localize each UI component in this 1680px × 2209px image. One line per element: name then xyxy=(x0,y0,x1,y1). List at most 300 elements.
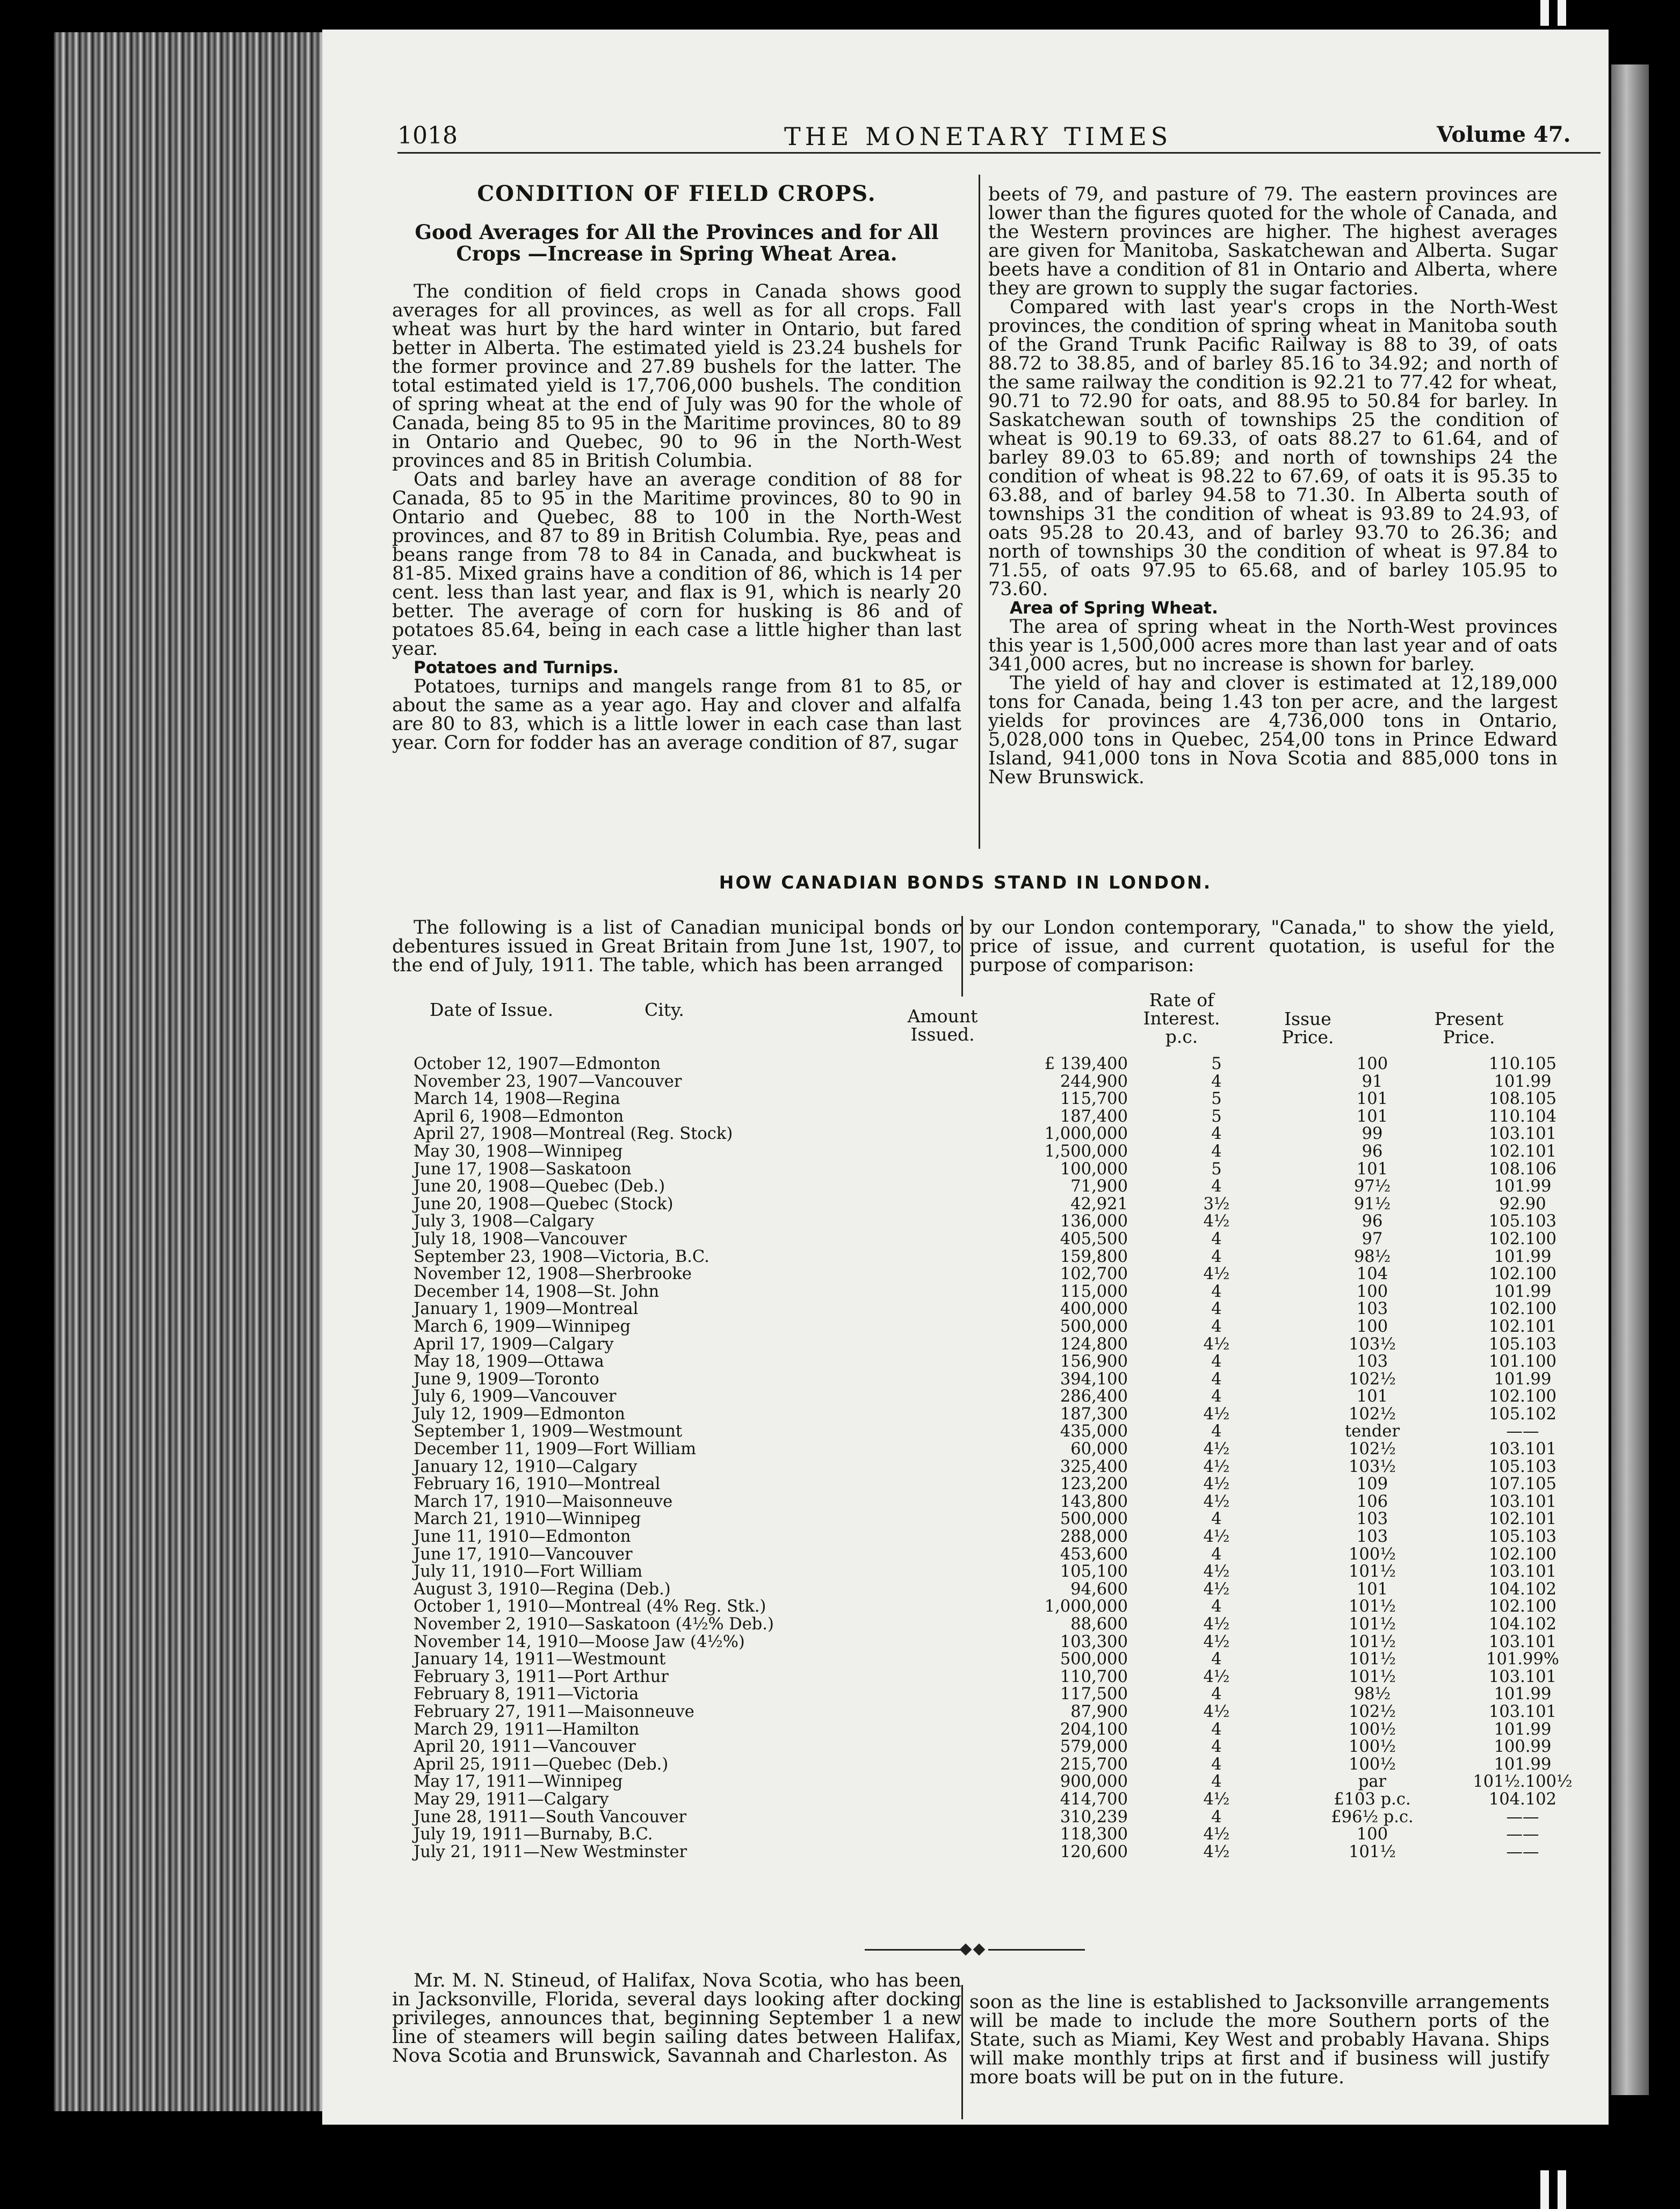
bond-date: October 1, 1910—Montreal (4% Reg. Stk.) xyxy=(414,1597,766,1616)
bonds-intro-right xyxy=(969,919,1555,975)
bond-present-price: 102.101 xyxy=(1488,1510,1557,1529)
bond-issue-price: 101½ xyxy=(1349,1842,1396,1861)
ornament-diamond xyxy=(960,1944,972,1956)
bond-issue-price: 104 xyxy=(1356,1265,1388,1284)
bond-rate: 4 xyxy=(1211,1300,1222,1319)
bond-date: November 2, 1910—Saskatoon (4½% Deb.) xyxy=(414,1615,774,1634)
bond-rate: 4 xyxy=(1211,1807,1222,1827)
bond-present-price: 102.100 xyxy=(1488,1597,1557,1616)
bond-present-price: 105.103 xyxy=(1488,1527,1557,1547)
table-row xyxy=(414,1511,1606,1528)
bond-date: December 14, 1908—St. John xyxy=(414,1282,660,1301)
bond-issue-price: 102½ xyxy=(1349,1404,1396,1424)
bond-date: April 25, 1911—Quebec (Deb.) xyxy=(414,1755,669,1774)
bond-date: July 3, 1908—Calgary xyxy=(414,1212,595,1231)
bond-date: January 12, 1910—Calgary xyxy=(414,1457,638,1476)
bond-present-price: 103.101 xyxy=(1488,1124,1557,1144)
bond-rate: 4 xyxy=(1211,1720,1222,1739)
table-row xyxy=(414,1773,1606,1791)
bond-present-price: —— xyxy=(1506,1807,1539,1827)
bond-issue-price: 100 xyxy=(1356,1317,1388,1336)
table-row xyxy=(414,1423,1606,1441)
bond-date: September 1, 1909—Westmount xyxy=(414,1422,683,1441)
bond-present-price: 104.102 xyxy=(1488,1615,1557,1634)
bond-present-price: —— xyxy=(1506,1842,1539,1861)
bond-present-price: 101.99 xyxy=(1494,1720,1552,1739)
bond-date: July 12, 1909—Edmonton xyxy=(414,1404,625,1424)
bond-issue-price: 102½ xyxy=(1349,1440,1396,1459)
table-row xyxy=(414,1406,1606,1424)
bond-amount: 405,500 xyxy=(1060,1229,1128,1248)
ornament-rule xyxy=(865,1949,961,1951)
table-row xyxy=(414,1809,1606,1827)
table-row xyxy=(414,1493,1606,1511)
bond-date: November 12, 1908—Sherbrooke xyxy=(414,1265,692,1284)
bond-date: June 20, 1908—Quebec (Stock) xyxy=(414,1194,674,1214)
bond-rate: 4½ xyxy=(1203,1579,1230,1599)
header-rate: Rate of Interest. p.c. xyxy=(1143,990,1220,1047)
bond-rate: 5 xyxy=(1211,1159,1222,1179)
bond-rate: 4 xyxy=(1211,1369,1222,1389)
bond-issue-price: 98½ xyxy=(1353,1247,1391,1266)
table-row xyxy=(414,1231,1606,1248)
header-rule xyxy=(397,152,1601,154)
table-row xyxy=(414,1546,1606,1564)
bond-rate: 4½ xyxy=(1203,1527,1230,1547)
bond-amount: 103,300 xyxy=(1060,1632,1128,1651)
table-row xyxy=(414,1686,1606,1703)
bond-issue-price: 101 xyxy=(1356,1159,1388,1179)
table-row xyxy=(414,1125,1606,1143)
bond-amount: 118,300 xyxy=(1060,1825,1128,1844)
table-row xyxy=(414,1318,1606,1336)
bond-amount: 400,000 xyxy=(1060,1300,1128,1319)
bond-present-price: —— xyxy=(1506,1422,1539,1441)
crops-paragraph: The condition of field crops in Canada shows good averages for all provinces, as well as for all crops. Fall wheat was hurt by the hard winter in Ontario, but fared better in Alberta. The estimated yield is 23.24 bushels for the former province and 27.89 bushels for the latter. The total estimated yield is 17,706,000 bushels. The condition of spring wheat at the end of July was 90 for the whole of Canada, being 85 to 95 in the Maritime provinces, 80 to 89 in Ontario and Quebec, 90 to 96 in the North-West provinces and 85 in British Columbia. xyxy=(392,281,961,472)
table-row xyxy=(414,1634,1606,1651)
bond-date: March 14, 1908—Regina xyxy=(414,1089,620,1109)
bond-issue-price: 100 xyxy=(1356,1825,1388,1844)
header-city: City. xyxy=(645,999,684,1020)
bond-present-price: 108.105 xyxy=(1488,1089,1557,1109)
crops-left-column xyxy=(392,181,961,754)
bond-issue-price: 101½ xyxy=(1349,1615,1396,1634)
bond-rate: 4 xyxy=(1211,1772,1222,1792)
table-row xyxy=(414,1598,1606,1616)
bond-rate: 4½ xyxy=(1203,1702,1230,1721)
bond-rate: 4 xyxy=(1211,1650,1222,1669)
bond-date: May 18, 1909—Ottawa xyxy=(414,1352,604,1371)
potatoes-heading: Potatoes and Turnips. xyxy=(414,658,619,677)
bond-present-price: 104.102 xyxy=(1488,1789,1557,1809)
bond-date: December 11, 1909—Fort William xyxy=(414,1440,697,1459)
table-row xyxy=(414,1213,1606,1231)
volume-label: Volume 47. xyxy=(1437,122,1571,147)
bond-present-price: 102.100 xyxy=(1488,1265,1557,1284)
table-row xyxy=(414,1371,1606,1389)
bond-date: July 21, 1911—New Westminster xyxy=(414,1842,687,1861)
bond-present-price: 101.100 xyxy=(1488,1352,1557,1371)
bond-amount: 204,100 xyxy=(1060,1720,1128,1739)
bond-issue-price: 101 xyxy=(1356,1579,1388,1599)
table-row xyxy=(414,1581,1606,1599)
bond-rate: 4½ xyxy=(1203,1842,1230,1861)
bond-present-price: 101.99 xyxy=(1494,1755,1552,1774)
bond-issue-price: 102½ xyxy=(1349,1702,1396,1721)
bond-rate: 4 xyxy=(1211,1685,1222,1704)
table-row xyxy=(414,1196,1606,1214)
crops-paragraph: Compared with last year's crops in the North-West provinces, the condition of spring wheat in Manitoba south of the Grand Trunk Pacific Railway is 88 to 39, of oats 88.72 to 38.85, and of barley 85.16 to 34.92; and north of the same railway the condition is 92.21 to 77.42 for wheat, 90.71 to 72.90 for oats, and 88.95 to 50.84 for barley. In Saskatchewan south of townships 25 the condition of wheat is 90.19 to 69.33, of oats 88.27 to 61.64, and of barley 89.03 to 65.89; and north of townships 24 the condition of wheat is 98.22 to 67.69, of oats it is 95.35 to 63.88, and of barley 94.58 to 71.30. In Alberta south of townships 31 the condition of wheat is 93.89 to 24.93, of oats 95.28 to 20.43, and of barley 93.70 to 26.36; and north of townships 30 the condition of wheat is 97.84 to 71.55, of oats 97.95 to 65.68, and of barley 105.95 to 73.60. xyxy=(988,297,1558,600)
bond-issue-price: 103½ xyxy=(1349,1334,1396,1354)
bonds-table xyxy=(414,1056,1606,1861)
bond-amount: 187,300 xyxy=(1060,1404,1128,1424)
bond-rate: 4½ xyxy=(1203,1615,1230,1634)
bond-amount: 414,700 xyxy=(1060,1789,1128,1809)
bond-present-price: 103.101 xyxy=(1488,1667,1557,1686)
bond-issue-price: 97½ xyxy=(1353,1177,1391,1196)
bond-rate: 4 xyxy=(1211,1422,1222,1441)
bond-amount: 110,700 xyxy=(1060,1667,1128,1686)
crops-paragraph: The area of spring wheat in the North-West provinces this year is 1,500,000 acres more than last year and of oats 341,000 acres, but no increase is shown for barley. xyxy=(988,616,1558,675)
bond-present-price: 103.101 xyxy=(1488,1702,1557,1721)
bond-issue-price: 100 xyxy=(1356,1055,1388,1073)
bond-amount: 117,500 xyxy=(1060,1685,1128,1704)
crops-right-column xyxy=(988,185,1558,787)
bond-amount: 87,900 xyxy=(1070,1702,1128,1721)
bond-issue-price: 100 xyxy=(1356,1282,1388,1301)
table-row xyxy=(414,1703,1606,1721)
header-date: Date of Issue. xyxy=(430,999,554,1020)
bond-date: June 20, 1908—Quebec (Deb.) xyxy=(414,1177,665,1196)
bond-present-price: 108.106 xyxy=(1488,1159,1557,1179)
bond-issue-price: 103 xyxy=(1356,1300,1388,1319)
bond-issue-price: 101 xyxy=(1356,1387,1388,1406)
bond-date: March 17, 1910—Maisonneuve xyxy=(414,1492,673,1511)
table-row xyxy=(414,1476,1606,1493)
bond-date: November 23, 1907—Vancouver xyxy=(414,1072,682,1091)
crops-title: CONDITION OF FIELD CROPS. xyxy=(477,181,877,206)
bond-amount: 453,600 xyxy=(1060,1544,1128,1564)
bond-rate: 5 xyxy=(1211,1089,1222,1109)
bond-date: October 12, 1907—Edmonton xyxy=(414,1055,661,1073)
table-row xyxy=(414,1528,1606,1546)
bond-amount: 100,000 xyxy=(1060,1159,1128,1179)
bond-present-price: 101.99 xyxy=(1494,1282,1552,1301)
spring-wheat-heading: Area of Spring Wheat. xyxy=(1010,598,1218,618)
bond-amount: 1,500,000 xyxy=(1044,1142,1128,1161)
bond-present-price: 102.100 xyxy=(1488,1229,1557,1248)
bond-issue-price: 101 xyxy=(1356,1107,1388,1126)
bond-date: January 14, 1911—Westmount xyxy=(414,1650,666,1669)
bond-amount: 500,000 xyxy=(1060,1650,1128,1669)
bond-rate: 4 xyxy=(1211,1072,1222,1091)
bond-rate: 4 xyxy=(1211,1317,1222,1336)
bond-issue-price: £96½ p.c. xyxy=(1331,1807,1414,1827)
bond-amount: 143,800 xyxy=(1060,1492,1128,1511)
bonds-intro-text: by our London contemporary, "Canada," to show the yield, price of issue, and current quotation, is useful for the purpose of comparison: xyxy=(969,917,1555,976)
bond-amount: 124,800 xyxy=(1060,1334,1128,1354)
table-row xyxy=(414,1756,1606,1774)
bond-present-price: 101.99% xyxy=(1486,1650,1559,1669)
bond-rate: 5 xyxy=(1211,1107,1222,1126)
bond-date: June 17, 1908—Saskatoon xyxy=(414,1159,632,1179)
bond-present-price: 92.90 xyxy=(1499,1194,1546,1214)
header-present-price: Present Price. xyxy=(1434,1008,1504,1048)
table-row xyxy=(414,1056,1606,1073)
crops-paragraph: Oats and barley have an average condition of 88 for Canada, 85 to 95 in the Maritime provinces, 80 to 90 in Ontario and Quebec, 88 to 100 in the North-West provinces, and 87 to 89 in British Columbia. Rye, peas and beans range from 78 to 84 in Canada, and buckwheat is 81-85. Mixed grains have a condition of 86, which is 14 per cent. less than last year, and flax is 91, which is nearly 20 better. The average of corn for husking is 86 and of potatoes 85.64, being in each case a little higher than last year. xyxy=(392,469,961,660)
table-row xyxy=(414,1301,1606,1318)
table-row xyxy=(414,1738,1606,1756)
bond-date: February 8, 1911—Victoria xyxy=(414,1685,639,1704)
table-row xyxy=(414,1459,1606,1476)
bond-present-price: 103.101 xyxy=(1488,1632,1557,1651)
table-row xyxy=(414,1073,1606,1091)
bond-issue-price: £103 p.c. xyxy=(1334,1789,1411,1809)
bond-rate: 4½ xyxy=(1203,1632,1230,1651)
bond-date: March 6, 1909—Winnipeg xyxy=(414,1317,631,1336)
bond-issue-price: 100½ xyxy=(1349,1755,1396,1774)
bond-amount: 187,400 xyxy=(1060,1107,1128,1126)
bond-amount: 60,000 xyxy=(1070,1440,1128,1459)
film-mark xyxy=(1540,2170,1549,2209)
bond-rate: 4 xyxy=(1211,1352,1222,1371)
bond-date: April 17, 1909—Calgary xyxy=(414,1334,614,1354)
bond-rate: 4½ xyxy=(1203,1265,1230,1284)
bond-amount: 500,000 xyxy=(1060,1317,1128,1336)
bond-amount: 94,600 xyxy=(1070,1579,1128,1599)
bond-amount: 310,239 xyxy=(1060,1807,1128,1827)
publication-title: THE MONETARY TIMES xyxy=(784,122,1172,151)
bond-date: June 11, 1910—Edmonton xyxy=(414,1527,631,1547)
bond-rate: 4 xyxy=(1211,1597,1222,1616)
table-row xyxy=(414,1616,1606,1634)
bond-issue-price: 100½ xyxy=(1349,1720,1396,1739)
bond-issue-price: 101½ xyxy=(1349,1562,1396,1582)
bond-rate: 4½ xyxy=(1203,1440,1230,1459)
bond-present-price: 101.99 xyxy=(1494,1177,1552,1196)
book-right-edge xyxy=(1611,64,1649,2095)
bond-present-price: 102.100 xyxy=(1488,1300,1557,1319)
ornament-diamond xyxy=(973,1944,986,1956)
bond-date: August 3, 1910—Regina (Deb.) xyxy=(414,1579,671,1599)
bond-rate: 4½ xyxy=(1203,1789,1230,1809)
bond-present-price: 105.102 xyxy=(1488,1404,1557,1424)
bond-rate: 4 xyxy=(1211,1229,1222,1248)
ornament-rule xyxy=(988,1949,1085,1951)
bond-rate: 4 xyxy=(1211,1755,1222,1774)
magazine-page xyxy=(322,30,1609,2125)
bond-issue-price: 91 xyxy=(1362,1072,1383,1091)
crops-paragraph: beets of 79, and pasture of 79. The eastern provinces are lower than the figures quoted for the whole of Canada, and the Western provinces are higher. The highest averages are given for Manitoba, Saskatchewan and Alberta. Sugar beets have a condition of 81 in Ontario and Alberta, where they are grown to supply the sugar factories. xyxy=(988,184,1558,299)
bond-rate: 4½ xyxy=(1203,1825,1230,1844)
bond-amount: 1,000,000 xyxy=(1044,1124,1128,1144)
bond-present-price: 103.101 xyxy=(1488,1562,1557,1582)
header-issue-price: Issue Price. xyxy=(1281,1008,1334,1048)
bond-date: January 1, 1909—Montreal xyxy=(414,1300,639,1319)
bond-date: July 18, 1908—Vancouver xyxy=(414,1229,627,1248)
table-row xyxy=(414,1248,1606,1266)
table-row xyxy=(414,1178,1606,1196)
bond-amount: 105,100 xyxy=(1060,1562,1128,1582)
table-row xyxy=(414,1651,1606,1669)
bond-rate: 4½ xyxy=(1203,1404,1230,1424)
bond-issue-price: 103 xyxy=(1356,1352,1388,1371)
bond-amount: 900,000 xyxy=(1060,1772,1128,1792)
bond-rate: 4 xyxy=(1211,1544,1222,1564)
bond-date: May 30, 1908—Winnipeg xyxy=(414,1142,623,1161)
bond-amount: 120,600 xyxy=(1060,1842,1128,1861)
bond-date: April 20, 1911—Vancouver xyxy=(414,1737,636,1757)
bond-amount: 435,000 xyxy=(1060,1422,1128,1441)
bond-rate: 4 xyxy=(1211,1282,1222,1301)
bond-present-price: 101.99 xyxy=(1494,1369,1552,1389)
header-amount: Amount Issued. xyxy=(907,1006,978,1045)
table-row xyxy=(414,1108,1606,1126)
bond-amount: £ 139,400 xyxy=(1044,1055,1128,1073)
bond-date: March 21, 1910—Winnipeg xyxy=(414,1510,641,1529)
bond-present-price: 110.105 xyxy=(1488,1055,1557,1073)
bond-amount: 159,800 xyxy=(1060,1247,1128,1266)
bond-rate: 4 xyxy=(1211,1177,1222,1196)
table-row xyxy=(414,1161,1606,1179)
bond-rate: 4½ xyxy=(1203,1667,1230,1686)
bond-rate: 4½ xyxy=(1203,1334,1230,1354)
bond-amount: 500,000 xyxy=(1060,1510,1128,1529)
bond-issue-price: tender xyxy=(1344,1422,1400,1441)
bond-present-price: 105.103 xyxy=(1488,1457,1557,1476)
bond-amount: 123,200 xyxy=(1060,1475,1128,1494)
bond-issue-price: 101½ xyxy=(1349,1650,1396,1669)
bonds-intro-text: The following is a list of Canadian municipal bonds or debentures issued in Great Britain from June 1st, 1907, to the end of July, 1911. The table, which has been arranged xyxy=(392,917,961,976)
bonds-intro-left xyxy=(392,919,961,975)
table-row xyxy=(414,1353,1606,1371)
bond-date: March 29, 1911—Hamilton xyxy=(414,1720,640,1739)
bond-date: June 17, 1910—Vancouver xyxy=(414,1544,633,1564)
table-row xyxy=(414,1441,1606,1459)
bond-amount: 394,100 xyxy=(1060,1369,1128,1389)
bond-issue-price: 97 xyxy=(1362,1229,1383,1248)
table-row xyxy=(414,1336,1606,1354)
bond-rate: 4 xyxy=(1211,1124,1222,1144)
stineud-left xyxy=(392,1972,961,2066)
bond-present-price: 102.101 xyxy=(1488,1142,1557,1161)
bond-present-price: 102.100 xyxy=(1488,1387,1557,1406)
stineud-right xyxy=(969,1993,1549,2087)
bond-issue-price: 103½ xyxy=(1349,1457,1396,1476)
table-row xyxy=(414,1563,1606,1581)
bond-issue-price: 100½ xyxy=(1349,1544,1396,1564)
bond-issue-price: 91½ xyxy=(1353,1194,1391,1214)
page-number: 1018 xyxy=(397,122,458,149)
bond-present-price: —— xyxy=(1506,1825,1539,1844)
bond-amount: 579,000 xyxy=(1060,1737,1128,1757)
bond-amount: 42,921 xyxy=(1070,1194,1128,1214)
bond-rate: 4 xyxy=(1211,1737,1222,1757)
bond-present-price: 101.99 xyxy=(1494,1247,1552,1266)
stineud-paragraph: Mr. M. N. Stineud, of Halifax, Nova Scotia, who has been in Jacksonville, Florida, several days looking after docking privileges, announces that, beginning September 1 a new line of steamers will begin sailing dates between Halifax, Nova Scotia and Brunswick, Savannah and Charleston. As xyxy=(392,1970,961,2067)
bond-amount: 88,600 xyxy=(1070,1615,1128,1634)
bond-date: July 6, 1909—Vancouver xyxy=(414,1387,617,1406)
table-row xyxy=(414,1091,1606,1108)
bond-issue-price: 109 xyxy=(1356,1475,1388,1494)
bond-issue-price: 100½ xyxy=(1349,1737,1396,1757)
bond-amount: 244,900 xyxy=(1060,1072,1128,1091)
bond-present-price: 105.103 xyxy=(1488,1334,1557,1354)
bond-present-price: 101.99 xyxy=(1494,1685,1552,1704)
bond-issue-price: 103 xyxy=(1356,1510,1388,1529)
bond-amount: 115,000 xyxy=(1060,1282,1128,1301)
bond-issue-price: 96 xyxy=(1362,1142,1383,1161)
bond-date: May 17, 1911—Winnipeg xyxy=(414,1772,623,1792)
bond-present-price: 103.101 xyxy=(1488,1492,1557,1511)
bond-present-price: 105.103 xyxy=(1488,1212,1557,1231)
bonds-title: HOW CANADIAN BONDS STAND IN LONDON. xyxy=(719,872,1212,893)
bond-present-price: 102.101 xyxy=(1488,1317,1557,1336)
bond-issue-price: 102½ xyxy=(1349,1369,1396,1389)
bond-amount: 325,400 xyxy=(1060,1457,1128,1476)
bond-date: July 11, 1910—Fort William xyxy=(414,1562,643,1582)
bond-date: April 27, 1908—Montreal (Reg. Stock) xyxy=(414,1124,733,1144)
crops-subtitle: Good Averages for All the Provinces and for All Crops —Increase in Spring Wheat Area. xyxy=(415,220,939,265)
bond-issue-price: 101½ xyxy=(1349,1667,1396,1686)
table-row xyxy=(414,1266,1606,1283)
crops-paragraph: Potatoes, turnips and mangels range from 81 to 85, or about the same as a year ago. Hay and clover and alfalfa are 80 to 83, which is a little lower in each case than last year. Corn for fodder has an average condition of 87, sugar xyxy=(392,676,961,754)
bond-issue-price: 96 xyxy=(1362,1212,1383,1231)
bond-date: May 29, 1911—Calgary xyxy=(414,1789,609,1809)
table-row xyxy=(414,1791,1606,1809)
bond-rate: 4½ xyxy=(1203,1475,1230,1494)
bond-date: April 6, 1908—Edmonton xyxy=(414,1107,624,1126)
table-row xyxy=(414,1721,1606,1739)
bond-amount: 115,700 xyxy=(1060,1089,1128,1109)
bond-rate: 4 xyxy=(1211,1387,1222,1406)
bond-rate: 4 xyxy=(1211,1142,1222,1161)
column-rule xyxy=(979,175,980,849)
table-row xyxy=(414,1669,1606,1686)
bond-rate: 3½ xyxy=(1203,1194,1230,1214)
table-row xyxy=(414,1283,1606,1301)
bond-amount: 286,400 xyxy=(1060,1387,1128,1406)
bond-issue-price: 99 xyxy=(1362,1124,1383,1144)
table-row xyxy=(414,1826,1606,1844)
bond-amount: 136,000 xyxy=(1060,1212,1128,1231)
book-page-edges xyxy=(54,32,328,2111)
bond-present-price: 103.101 xyxy=(1488,1440,1557,1459)
bond-date: February 27, 1911—Maisonneuve xyxy=(414,1702,694,1721)
bond-amount: 102,700 xyxy=(1060,1265,1128,1284)
bond-issue-price: par xyxy=(1358,1772,1387,1792)
bond-present-price: 101½.100½ xyxy=(1473,1772,1573,1792)
stineud-paragraph: soon as the line is established to Jacksonville arrangements will be made to include the more Southern ports of the State, such as Miami, Key West and probably Havana. Ships will make monthly trips at first and if business will justify more boats will be put on in the future. xyxy=(969,1991,1549,2088)
bond-rate: 4½ xyxy=(1203,1492,1230,1511)
bond-date: November 14, 1910—Moose Jaw (4½%) xyxy=(414,1632,745,1651)
bond-rate: 4½ xyxy=(1203,1212,1230,1231)
bond-amount: 71,900 xyxy=(1070,1177,1128,1196)
bond-issue-price: 101½ xyxy=(1349,1597,1396,1616)
bond-date: February 16, 1910—Montreal xyxy=(414,1475,661,1494)
bond-issue-price: 101½ xyxy=(1349,1632,1396,1651)
table-row xyxy=(414,1388,1606,1406)
bond-present-price: 101.99 xyxy=(1494,1072,1552,1091)
bond-date: June 9, 1909—Toronto xyxy=(414,1369,599,1389)
film-mark xyxy=(1540,0,1549,26)
column-rule xyxy=(961,916,963,997)
bond-issue-price: 98½ xyxy=(1353,1685,1391,1704)
bond-present-price: 110.104 xyxy=(1488,1107,1557,1126)
film-mark xyxy=(1558,0,1566,26)
bond-date: September 23, 1908—Victoria, B.C. xyxy=(414,1247,709,1266)
bond-amount: 156,900 xyxy=(1060,1352,1128,1371)
